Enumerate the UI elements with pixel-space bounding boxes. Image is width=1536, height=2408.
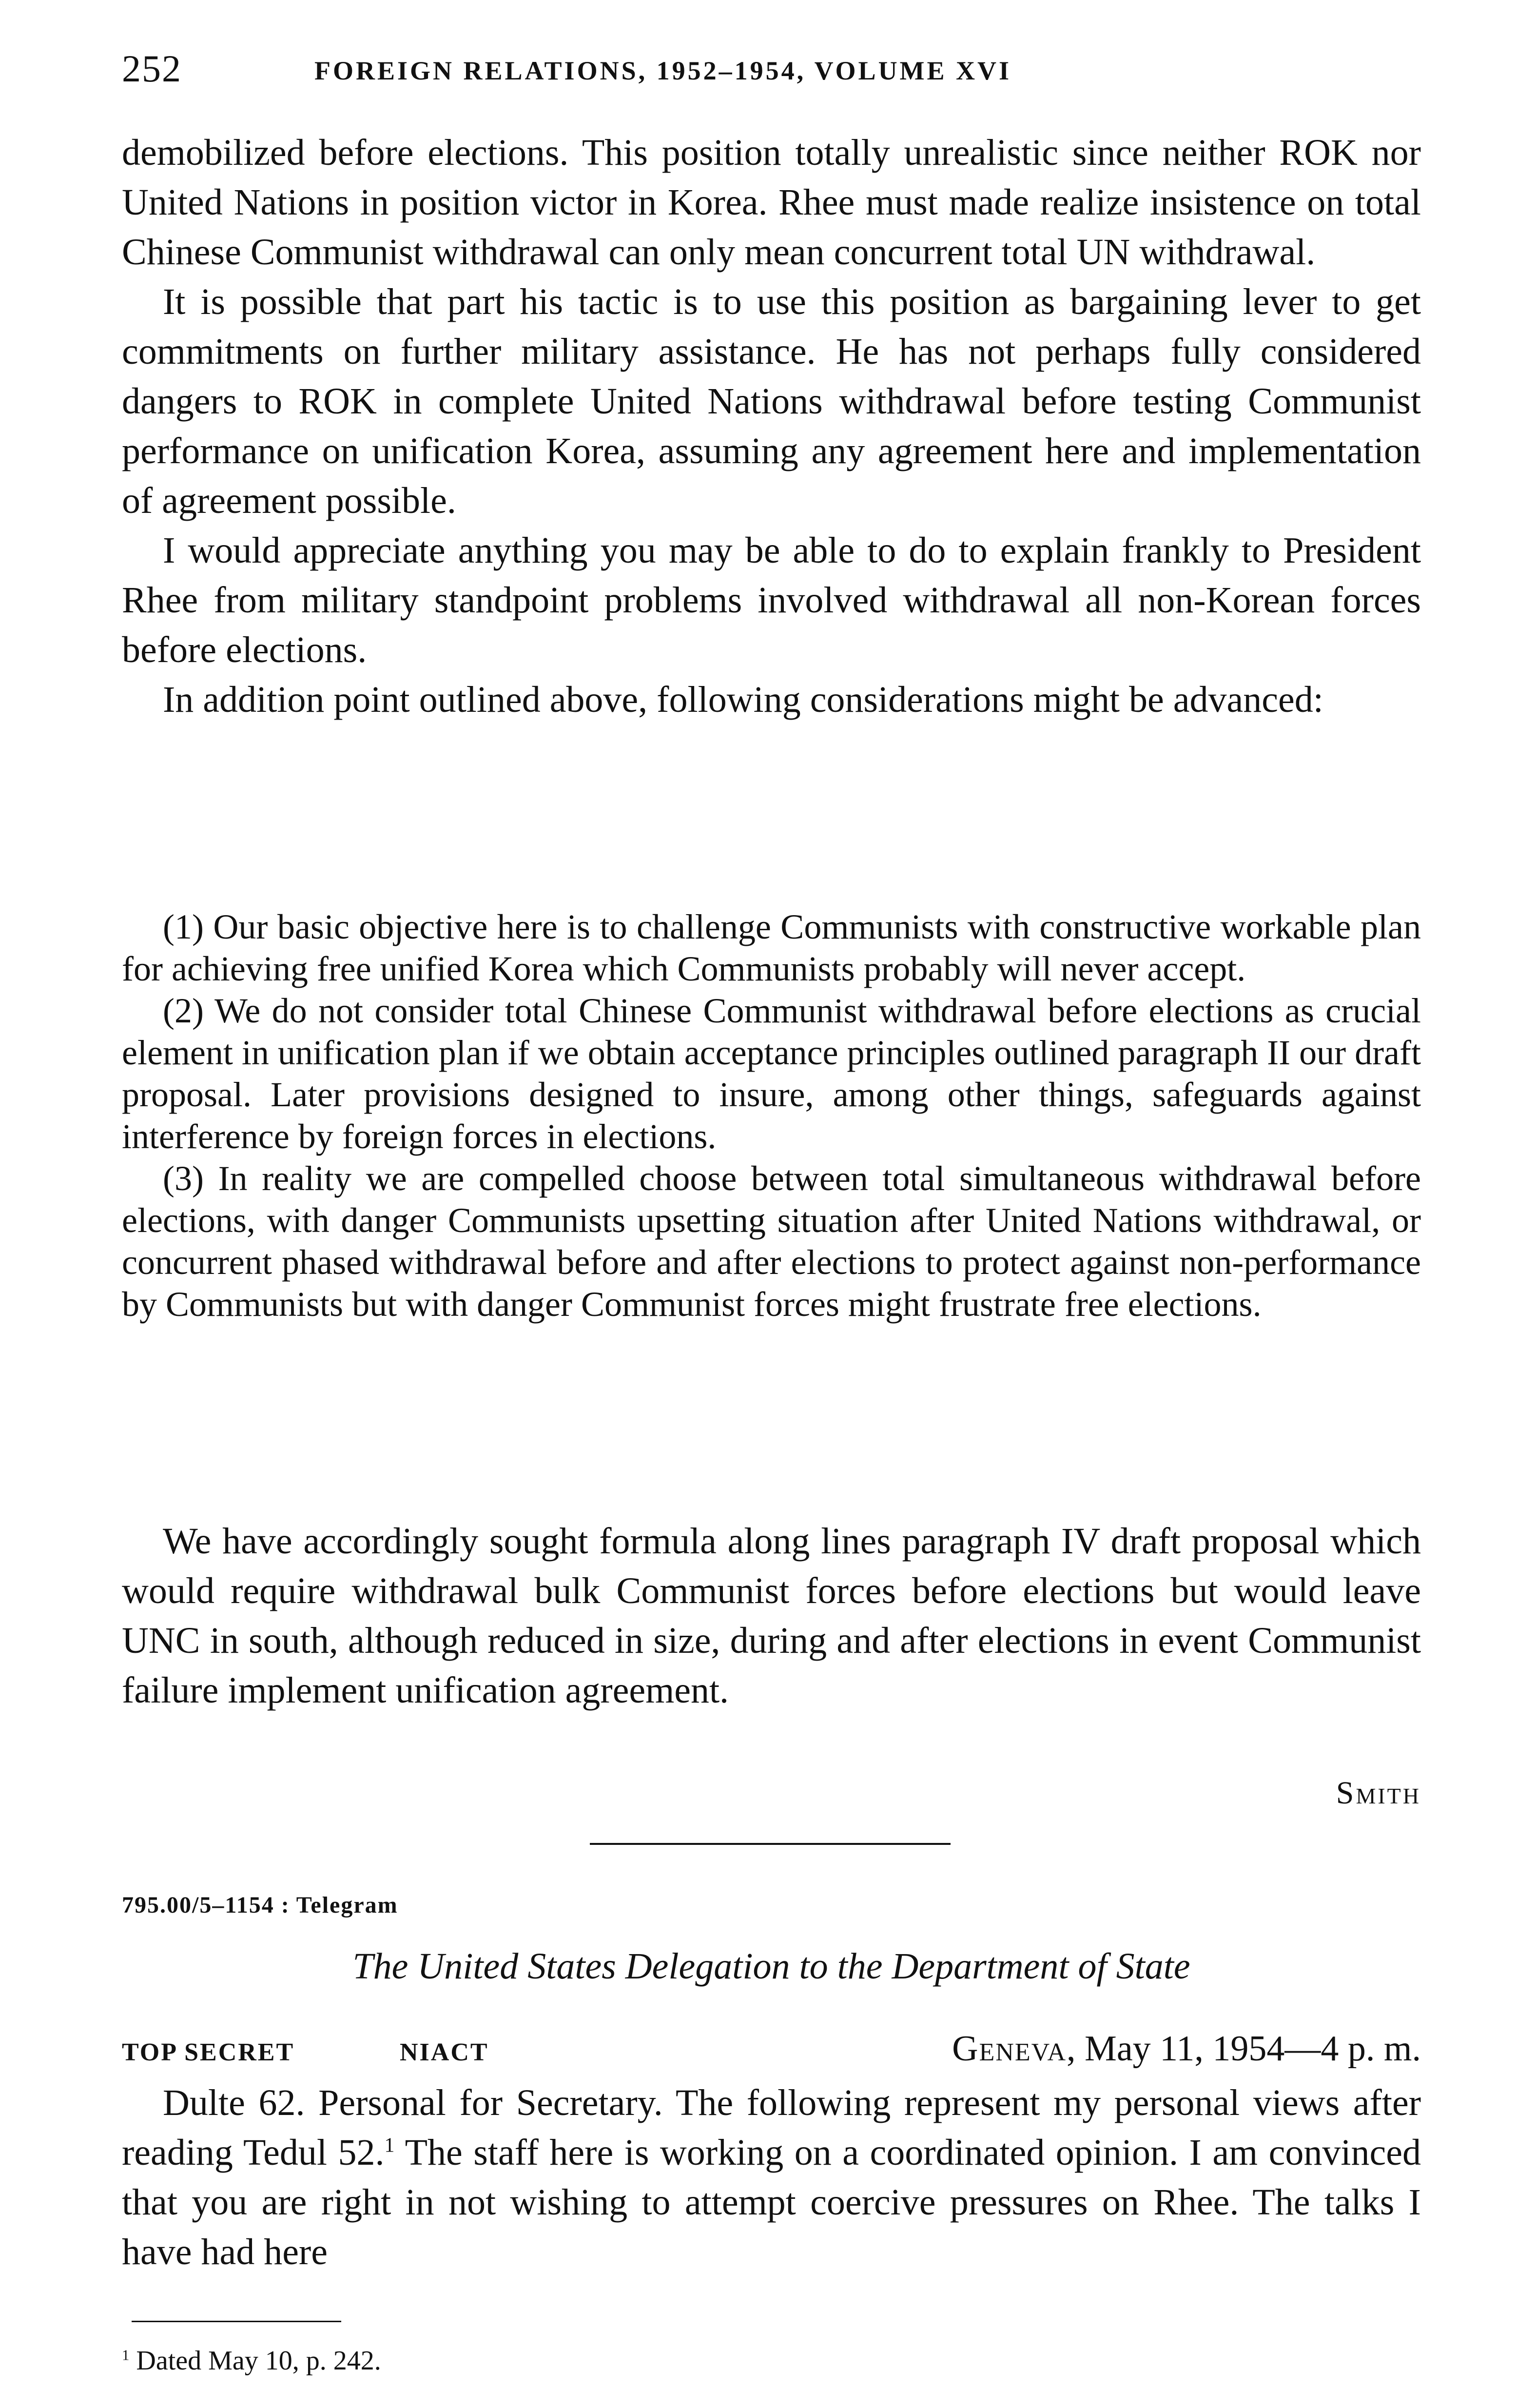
precedence: NIACT [400,2038,489,2066]
telegram-paragraph [122,2078,1421,2277]
list-item-3: (3) In reality we are compelled choose between total simultaneous withdrawal before elections, with danger Communists upsetting situation after United Nations withdrawal, or concurrent phased withdrawal before and after elections to protect against non-performance by Communists but with danger Communist forces might frustrate free elections. [122,1159,1421,1324]
considerations-list [122,906,1421,1325]
running-head: FOREIGN RELATIONS, 1952–1954, VOLUME XVI [314,56,1012,85]
document-page [122,0,1421,2408]
footnote-marker: 1 [122,2347,130,2364]
paragraph-1: demobilized before elections. This position totally unrealistic since neither ROK nor United Nations in position victor in Korea. Rhee must made realize insistence on total Chinese Communist withdrawal can only mean concurrent total UN withdrawal. [122,132,1421,273]
signature: Smith [1336,1775,1421,1811]
dateline-date: , May 11, 1954—4 p. m. [1067,2029,1421,2069]
classification: TOP SECRET [122,2038,295,2066]
paragraph-4: In addition point outlined above, following considerations might be advanced: [163,679,1323,720]
page-number: 252 [122,47,182,90]
paragraph-2: It is possible that part his tactic is to use this position as bargaining lever to get commitments on further military assistance. He has not perhaps fully considered dangers to ROK in complete United Nations withdrawal before testing Communist performance on unification Korea, assuming any agreement here and implementation of agreement possible. [122,281,1421,521]
footnote-rule [132,2321,341,2322]
paragraph-3: I would appreciate anything you may be able to do to explain frankly to President Rhee from military standpoint problems involved withdrawal all non-Korean forces before elections. [122,530,1421,670]
body-text-top [122,128,1421,724]
footnote-text: Dated May 10, p. 242. [136,2346,381,2376]
file-number: 795.00/5–1154 : Telegram [122,1892,398,1918]
dateline [952,2028,1421,2070]
paragraph-5: We have accordingly sought formula along lines paragraph IV draft proposal which would require withdrawal bulk Communist forces before elections but would leave UNC in south, although reduced in size, during and after elections in event Communist failure implement unification agreement. [122,1521,1421,1711]
footnote-ref: 1 [384,2134,395,2157]
closing-paragraph [122,1516,1421,1715]
dateline-place: Geneva [952,2029,1067,2069]
telegram-body [122,2078,1421,2277]
list-item-2: (2) We do not consider total Chinese Communist withdrawal before elections as crucial element in unification plan if we obtain acceptance principles outlined paragraph II our draft proposal. Later provisions designed to insure, among other things, safeguards against interference by foreign forces in elections. [122,991,1421,1156]
page-header [122,47,1421,100]
section-divider [590,1843,951,1845]
telegram-text-1: Dulte 62. Personal for Secretary. The following represent my personal views after reading Tedul 52. [122,2082,1421,2173]
telegram-text-2: The staff here is working on a coordinated opinion. I am convinced that you are right in not wishing to attempt coercive pressures on Rhee. The talks I have had here [122,2132,1421,2272]
list-item-1: (1) Our basic objective here is to challenge Communists with constructive workable plan for achieving free unified Korea which Communists probably will never accept. [122,907,1421,988]
footnote [122,2345,381,2376]
document-title: The United States Delegation to the Department of State [352,1946,1190,1987]
